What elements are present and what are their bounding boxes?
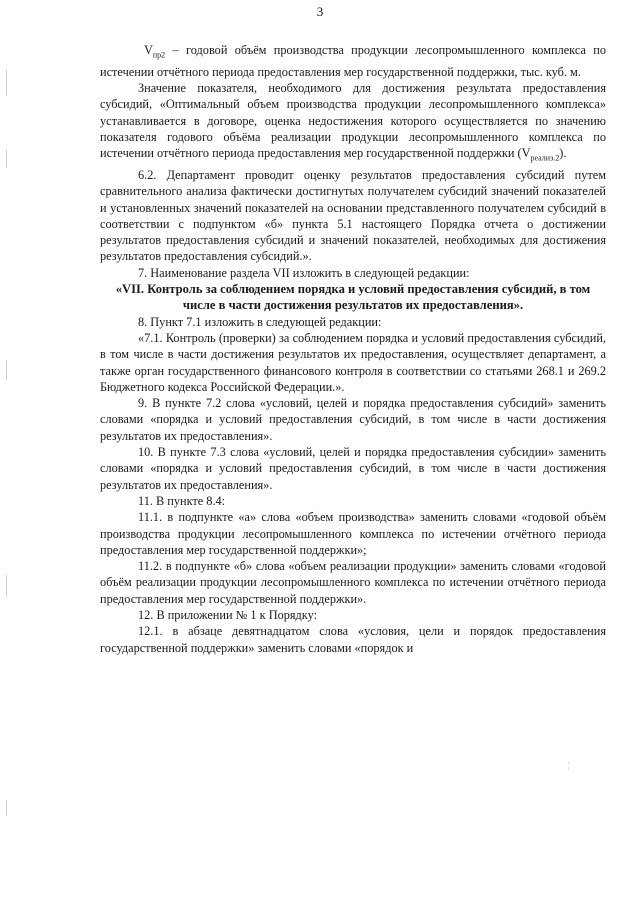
- paragraph-text: – годовой объём производства продукции лесопромышленного комплекса по истечении отчётного периода предоставления мер государственной поддержки, тыс. куб. м.: [100, 43, 606, 79]
- paragraph-tail: ).: [559, 146, 567, 161]
- section-vii-heading: «VII. Контроль за соблюдением порядка и условий предоставления субсидий, в том числе в части достижения результатов их предоставления».: [115, 282, 591, 313]
- document-body: [100, 42, 606, 656]
- variable-subscript: пр2: [152, 50, 166, 60]
- paragraph-12-1: 12.1. в абзаце девятнадцатом слова «условия, цели и порядок предоставления государственной поддержки» заменить словами «порядок и: [100, 624, 606, 655]
- paragraph-12: 12. В приложении № 1 к Порядку:: [138, 608, 317, 622]
- paragraph-11-2: 11.2. в подпункте «б» слова «объем реализации продукции» заменить словами «годовой объём реализации продукции лесопромышленного комплекса по истечении отчётного периода предоставления мер государственной поддержки».: [100, 559, 606, 606]
- paragraph-9: 9. В пункте 7.2 слова «условий, целей и порядка предоставления субсидий» заменить словами «порядка и условий предоставления субсидий, в том числе в части достижения результатов их предоставления».: [100, 396, 606, 443]
- scan-edge-mark: [6, 150, 7, 168]
- paragraph-6-2: 6.2. Департамент проводит оценку результатов предоставления субсидий путем сравнительного анализа фактически достигнутых получателем субсидий значений показателей и установленных значений показателей на основании представленного получателем субсидий в соответствии с подпунктом «б» пункта 5.1 настоящего Порядка отчета о достижении результатов предоставления субсидий и значений показателей, необходимых для достижения результатов предоставления субсидий.».: [100, 167, 606, 264]
- paragraph-11-1: 11.1. в подпункте «а» слова «объем производства» заменить словами «годовой объём производства продукции лесопромышленного комплекса по истечении отчётного периода предоставления мер государственной поддержки»;: [100, 510, 606, 557]
- page-number: 3: [316, 4, 324, 19]
- scan-speck: ¦: [568, 760, 570, 770]
- scan-edge-mark: [6, 575, 7, 597]
- scan-edge-mark: [6, 360, 7, 380]
- paragraph-7: 7. Наименование раздела VII изложить в следующей редакции:: [138, 265, 470, 280]
- paragraph-8: 8. Пункт 7.1 изложить в следующей редакции:: [138, 314, 382, 329]
- paragraph-v-pr2-definition: [100, 42, 606, 80]
- paragraph-text: Значение показателя, необходимого для достижения результата предоставления субсидий, «Оптимальный объем производства продукции лесопромышленного комплекса» устанавливается в договоре, оценка недостижения которого осуществляется по значению показателя годового объёма реализации продукции лесопромышленного комплекса по истечении отчётного периода предоставления мер государственной поддержки (V: [100, 81, 606, 161]
- paragraph-7-1: «7.1. Контроль (проверки) за соблюдением порядка и условий предоставления субсидий, в том числе в части достижения результатов их предоставления, осуществляет департамент, а также орган государственного финансового контроля в соответствии со статьями 268.1 и 269.2 Бюджетного кодекса Российской Федерации.».: [100, 330, 606, 394]
- paragraph-11: 11. В пункте 8.4:: [138, 493, 226, 508]
- scan-edge-mark: [6, 70, 7, 96]
- scan-edge-mark: [6, 800, 7, 816]
- paragraph-indicator-value: [100, 80, 606, 167]
- paragraph-10: 10. В пункте 7.3 слова «условий, целей и порядка предоставления субсидии» заменить словами «порядка и условий предоставления субсидий, в том числе в части достижения результатов их предоставления».: [100, 445, 606, 492]
- variable-subscript: реализ.2: [530, 153, 560, 163]
- variable-symbol: V: [144, 43, 153, 57]
